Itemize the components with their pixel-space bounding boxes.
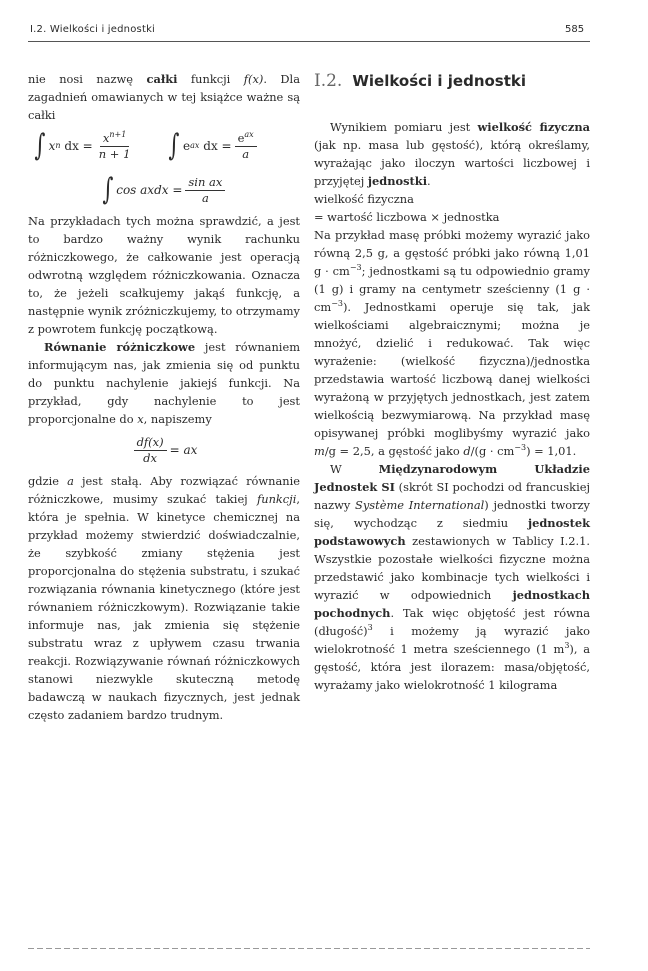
- paragraph-differential-equation: Równanie różniczkowe jest równaniem informującym nas, jak zmienia się od punktu do punktu nachylenie jakiejś funkcji. Na przykład, gdy nachylenie to jest proporcjonalne do x, napiszemy: [28, 340, 300, 426]
- paragraph-kinetics: gdzie a jest stałą. Aby rozwiązać równanie różniczkowe, musimy szukać takiej funkcji, która je spełnia. W kinetyce chemicznej na przykład możemy stwierdzić doświadczalnie, że szybkość zmiany stężenia jest proporcjonalna do stężenia substratu, i szukać rozwiązania równania kinetycznego (które jest równaniem różniczkowym). Rozwiązanie takie informuje nas, jak zmienia się stężenie substratu wraz z upływem czasu trwania reakcji. Rozwiązywanie równań różniczkowych stanowi niezwykle skuteczną metodę badawczą w naukach fizycznych, jest jednak często zadaniem bardzo trudnym.: [28, 474, 300, 722]
- integral-cos-equation-row: [28, 168, 300, 212]
- paragraph-physical-quantity: Wynikiem pomiaru jest wielkość fizyczna (jak np. masa lub gęstość), którą określamy, wyrażając jako iloczyn wartości liczbowej i przyjętej jednostki.: [314, 120, 590, 188]
- differential-equation: $\frac{df(x)}{dx}$ = ax: [28, 428, 300, 472]
- header-rule: [28, 41, 590, 42]
- section-number: I.2.: [314, 71, 343, 91]
- footer-rule: [28, 948, 590, 949]
- paragraph-integration-inverse: Na przykładach tych można sprawdzić, a jest to bardzo ważny wynik rachunku różniczkowego, że całkowanie jest operacją odwrotną względem różniczkowania. Oznacza to, że jeżeli scałkujemy jakąś funkcję, a następnie wynik zróżniczkujemy, to otrzymamy z powrotem funkcję początkową.: [28, 214, 300, 336]
- section-title: Wielkości i jednostki: [352, 72, 527, 90]
- definition-label: wielkość fizyczna: [314, 192, 414, 206]
- paragraph-mass-example: Na przykład masę próbki możemy wyrazić jako równą 2,5 g, a gęstość próbki jako równą 1,01 $g \cdot cm^{-3}$; jednostkami są tu odpowiednio gramy (1 g) i gramy na centymetr sześcienny (1 $g \cdot cm^{-3}$). Jednostkami operuje się tak, jak wielkościami algebraicznymi; można je mnożyć, dzielić i redukować. Tak więc wyrażenie: (wielkość fizyczna)/jednostka przedstawia wartość liczbową danej wielkości wyrażoną w przyjętych jednostkach, jest zatem wielkością bezwymiarową. Na przykład masę opisywanej próbki moglibyśmy wyrazić jako m/g = 2,5, a gęstość jako $d/(g \cdot cm^{-3}) = 1,01$.: [314, 228, 590, 458]
- page-number: 585: [565, 24, 585, 35]
- definition-equation: = wartość liczbowa × jednostka: [314, 210, 500, 224]
- running-header-title: I.2. Wielkości i jednostki: [30, 24, 156, 35]
- integral-exp-equation: ∫ e ax dx = $\frac{e^{ax}}{a}$: [166, 131, 259, 162]
- section-heading: [314, 70, 590, 92]
- integral-cos-equation: ∫ cos axdx = $\frac{\text{sin ax}}{a}$: [100, 175, 229, 206]
- left-column: [28, 70, 300, 724]
- paragraph-si-system: W Międzynarodowym Układzie Jednostek SI (skrót SI pochodzi od francuskiej nazwy Système International) jednostki tworzy się, wychodząc z siedmiu jednostek podstawowych zestawionych w Tablicy I.2.1. Wszystkie pozostałe wielkości fizyczne można przedstawić jako kombinacje tych wielkości i wyrazić w odpowiednich jednostkach pochodnych. Tak więc objętość jest równa (długość)$^3$ i możemy ją wyrazić jako wielokrotność 1 metra sześciennego (1 $m^3$), a gęstość, która jest ilorazem: masa/objętość, wyrażamy jako wielokrotność 1 kilograma: [314, 462, 591, 692]
- integral-power-equation: ∫ x n dx = $\frac{x^{n+1}}{n + 1}$: [34, 128, 131, 163]
- right-column: [314, 70, 590, 694]
- paragraph-integral-intro: nie nosi nazwę całki funkcji f(x). Dla zagadnień omawianych w tej książce ważne są całki: [28, 72, 300, 122]
- integral-equations-row: [28, 124, 300, 168]
